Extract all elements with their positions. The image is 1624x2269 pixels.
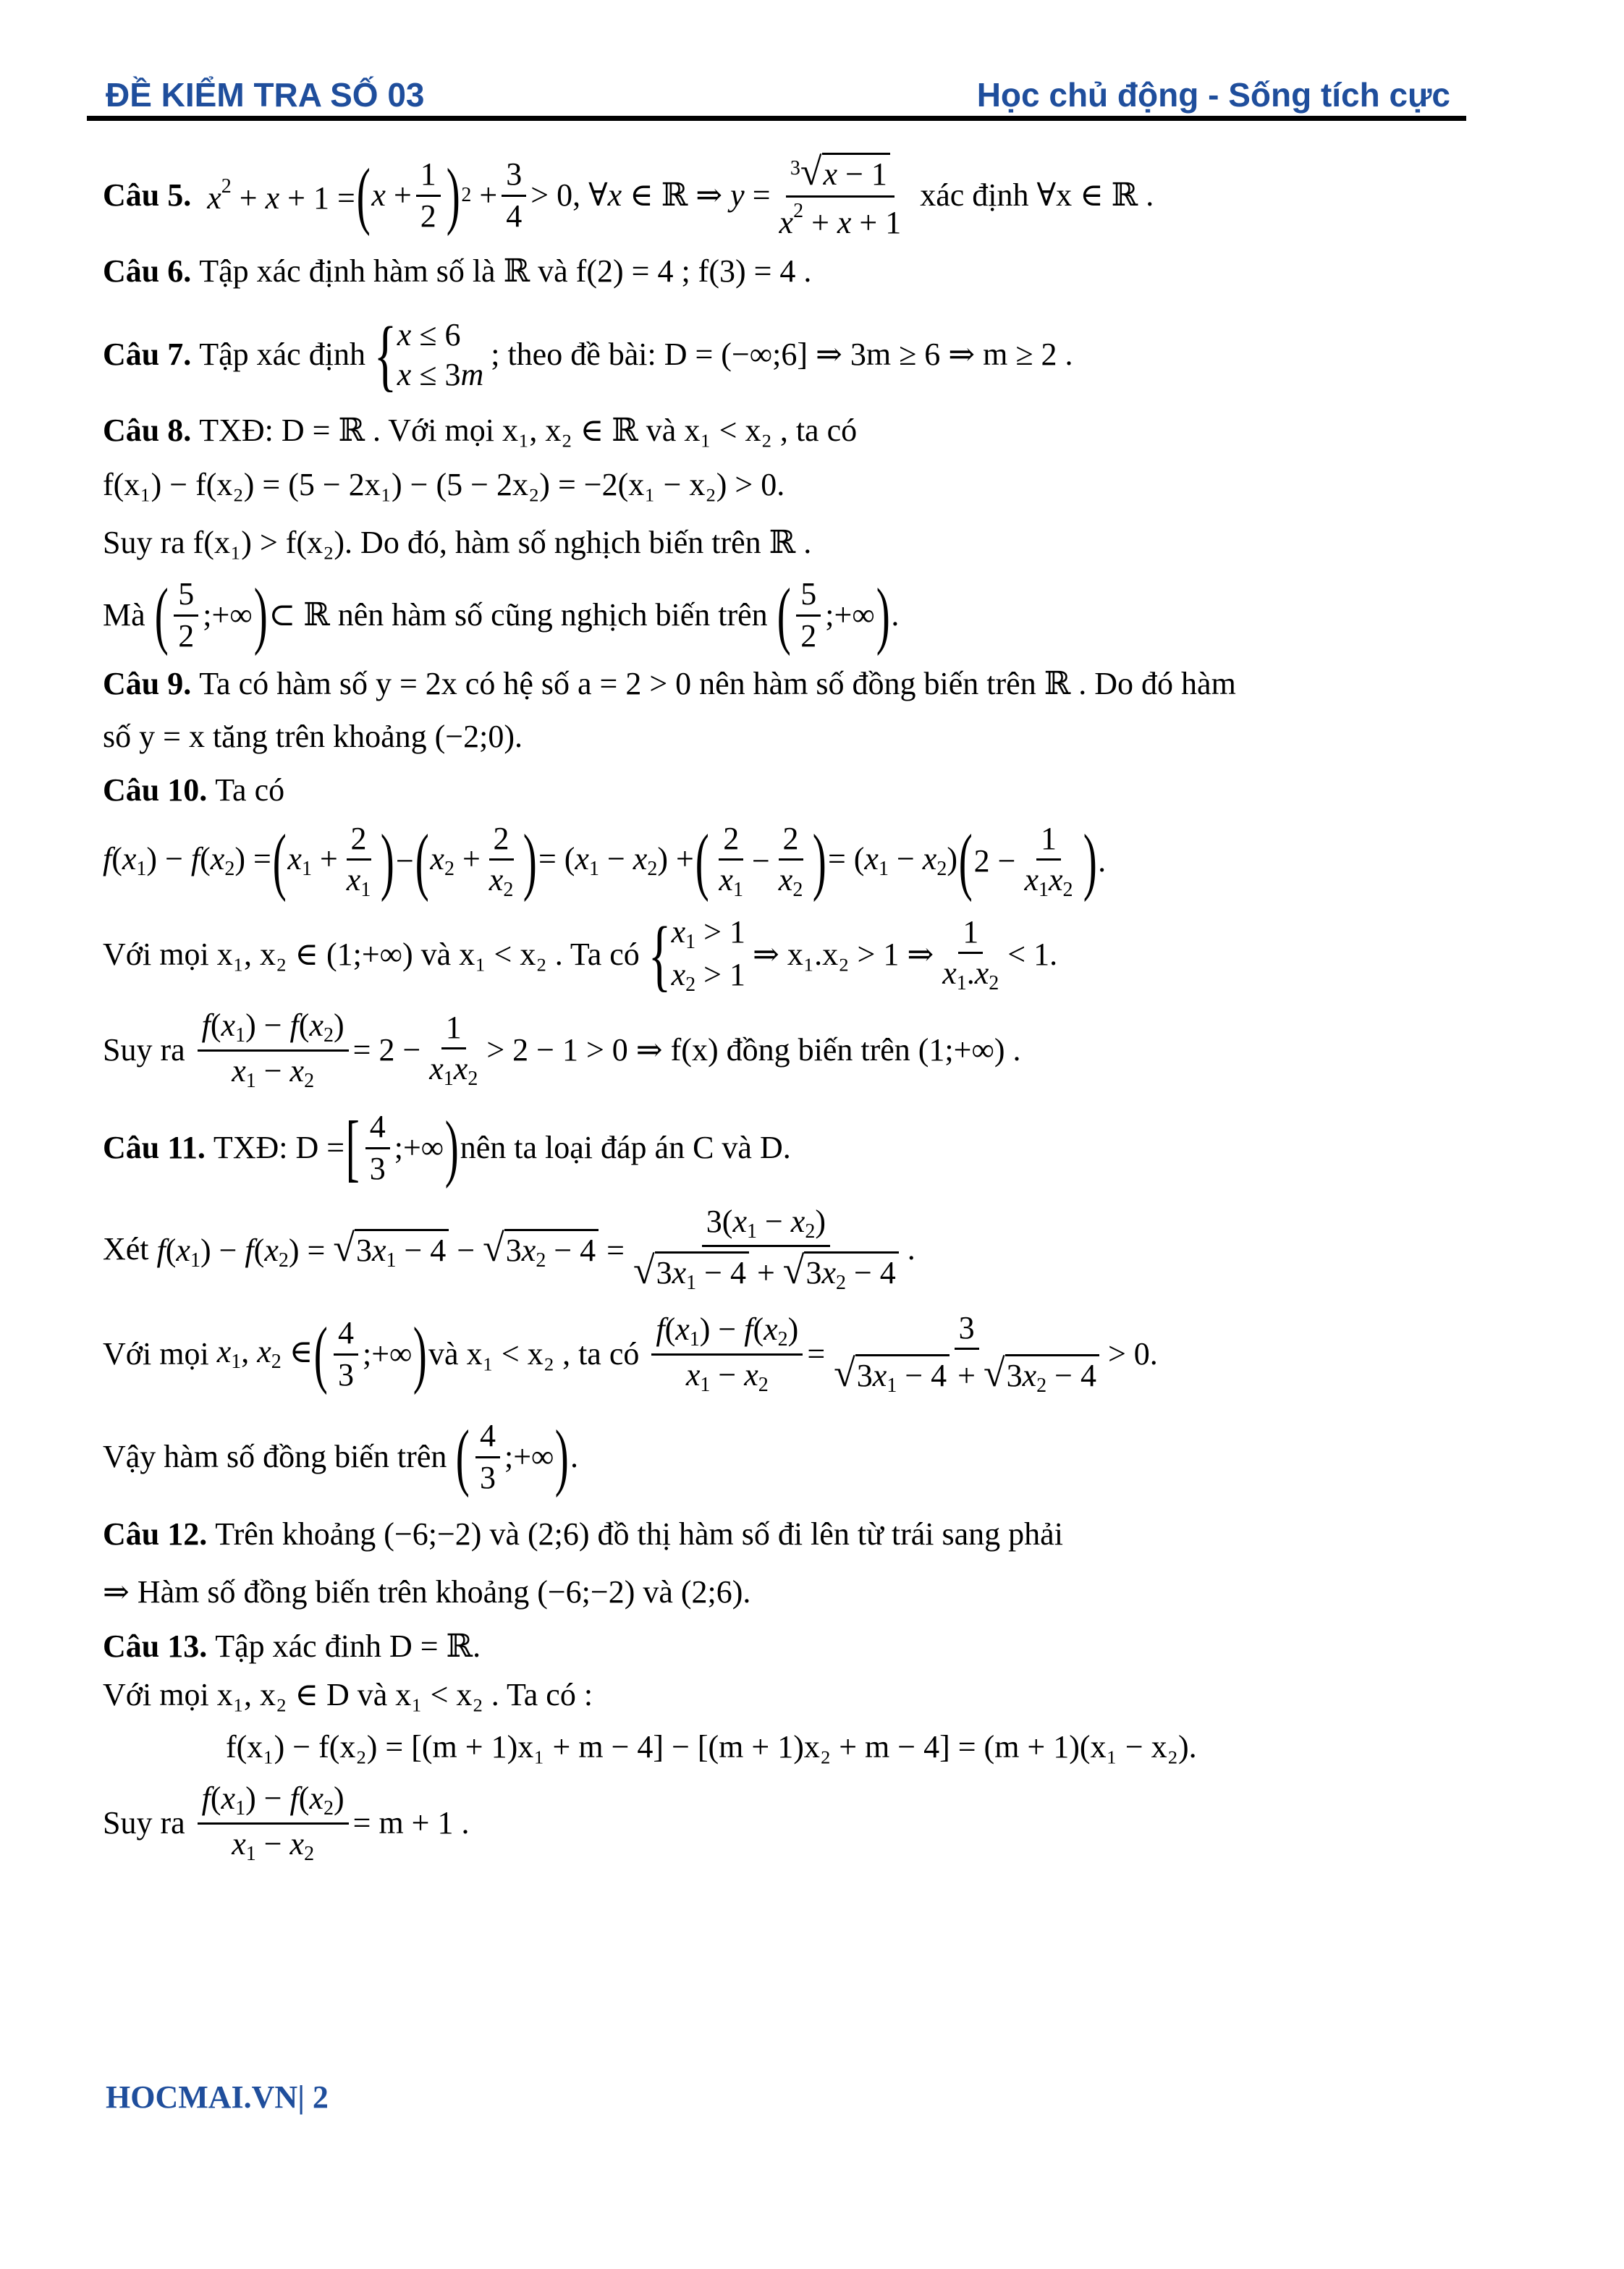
q8-text4b: ⊂ ℝ nên hàm số cũng nghịch biến trên [268,597,768,633]
paren-left-icon: ( [356,153,371,237]
q11-text2a: Xét [103,1231,149,1267]
q10-line1 [103,764,1456,816]
q13-line4: Suy ra $\frac{f(x_1) - f(x_2)}{x_1 - x_2}$ = m + 1 . [103,1780,470,1865]
q13-label: Câu 13. [103,1628,208,1664]
q12-text2: ⇒ Hàm số đồng biến trên khoảng (−6;−2) và (2;6). [103,1574,751,1610]
q11-text4a: Vậy hàm số đồng biến trên [103,1439,447,1474]
q6-body: Tập xác định hàm số là ℝ và f(2) = 4 ; f(3) = 4 . [199,253,812,289]
q10-text1: Ta có [215,772,285,808]
solutions-body [103,152,1456,1870]
q8-line4: Mà ( $\frac{5}{2}$ ;+∞ ) ⊂ ℝ nên hàm số cũng nghịch biến trên ( $\frac{5}{2}$ ;+∞ ) . [103,573,900,657]
paren-right-icon: ) [446,153,460,237]
q11-line4: Vậy hàm số đồng biến trên ( $\frac{4}{3}$ ;+∞ ) . [103,1415,579,1499]
q12-line2 [103,1563,1456,1621]
q11-text3b: và x₁ < x₂ , ta có [428,1336,640,1372]
q10-text3a: Với mọi x₁, x₂ ∈ (1;+∞) và x₁ < x₂ . Ta có [103,937,640,972]
q13-text4b: = m + 1 . [352,1805,470,1841]
q7-tail: ; theo đề bài: D = (−∞;6] ⇒ 3m ≥ 6 ⇒ m ≥ 2 . [491,337,1073,372]
brace-icon: { [373,310,397,399]
q5-line: Câu 5. $x^2 + x + 1$ = ( x + $\frac{1}{2}$ ) 2 + $\frac{3}{4}$ > 0, ∀x ∈ ℝ ⇒ y = $\frac{^3√x - 1}{x^2 + x + 1}$ xác định ∀x ∈ ℝ . [103,150,1154,240]
q8-line2 [103,456,1456,514]
q13-text2: Với mọi x₁, x₂ ∈ D và x₁ < x₂ . Ta có : [103,1677,593,1712]
q10-text4b: > 2 − 1 > 0 ⇒ f(x) đồng biến trên (1;+∞) . [486,1032,1021,1068]
q13-text3: f(x₁) − f(x₂) = [(m + 1)x₁ + m − 4] − [(m + 1)x₂ + m − 4] = (m + 1)(x₁ − x₂). [226,1729,1197,1765]
q11-line3: Với mọi $x_1$, $x_2$ ∈ ( $\frac{4}{3}$ ;+∞ ) và x₁ < x₂ , ta có $\frac{f(x_1) - f(x_2)}{x_1 - x_2}$ = $\frac{3}{√3x_1 - 4 + √3x_2 - 4}$ > 0. [103,1310,1158,1398]
q11-line1: Câu 11. TXĐ: D = [ $\frac{4}{3}$ ;+∞ ) nên ta loại đáp án C và D. [103,1106,791,1190]
header-slogan: Học chủ động - Sống tích cực [976,76,1450,114]
q8-text4a: Mà [103,597,145,633]
q8-line1 [103,405,1456,456]
q10-line4: Suy ra $\frac{f(x_1) - f(x_2)}{x_1 - x_2}$ = 2 − $\frac{1}{x_1x_2}$ > 2 − 1 > 0 ⇒ f(x) đồng biến trên (1;+∞) . [103,1007,1021,1092]
q12-line1 [103,1505,1456,1563]
q11-label: Câu 11. [103,1130,206,1165]
q5-math: $x^2 + x + 1$ = [207,175,355,216]
header-divider [87,116,1466,121]
q8-line3 [103,514,1456,572]
q7-label: Câu 7. [103,337,192,372]
q11-text1a: TXĐ: D = [213,1130,345,1165]
q5-label: Câu 5. [103,177,192,213]
q12-label: Câu 12. [103,1516,208,1552]
q13-text1: Tập xác đinh D = ℝ. [215,1628,481,1664]
q13-line3 [103,1718,1456,1776]
q5-tail: xác định ∀x ∈ ℝ . [920,177,1154,213]
q11-line2: Xét $f(x_1) - f(x_2) = √3x_1 - 4 - √3x_2 - 4$ = $\frac{3(x_1 - x_2)}{√3x_1 - 4 + √3x_2 - 4}$ . [103,1203,915,1294]
q13-line2 [103,1672,1456,1718]
page-footer: HOCMAI.VN| 2 [106,2079,329,2115]
q10-text4a: Suy ra [103,1032,185,1068]
q9-label: Câu 9. [103,666,192,701]
q10-line3: Với mọi x₁, x₂ ∈ (1;+∞) và x₁ < x₂ . Ta có { $x_1 > 1$ $x_2 > 1$ ⇒ x₁.x₂ > 1 ⇒ $\frac{1}{x_1.x_2}$ < 1. [103,910,1058,999]
q11-text3a: Với mọi [103,1336,209,1372]
q9-line1 [103,659,1456,709]
q9-text2: số y = x tăng trên khoảng (−2;0). [103,719,523,754]
q8-text3: Suy ra f(x₁) > f(x₂). Do đó, hàm số nghịch biến trên ℝ . [103,525,812,560]
q8-text2: f(x₁) − f(x₂) = (5 − 2x₁) − (5 − 2x₂) = −2(x₁ − x₂) > 0. [103,467,785,502]
q9-text1: Ta có hàm số y = 2x có hệ số a = 2 > 0 nên hàm số đồng biến trên ℝ . Do đó hàm [199,666,1236,701]
q10-label: Câu 10. [103,772,208,808]
q8-label: Câu 8. [103,413,192,448]
header-title: ĐỀ KIỂM TRA SỐ 03 [106,76,425,114]
q11-text1b: nên ta loại đáp án C và D. [460,1130,791,1165]
q13-line1 [103,1621,1456,1672]
q6-line [103,239,1456,304]
q10-text3b: ⇒ x₁.x₂ > 1 ⇒ [752,937,934,972]
q7-line: Câu 7. Tập xác định { x ≤ 6 x ≤ 3m ; theo đề bài: D = (−∞;6] ⇒ 3m ≥ 6 ⇒ m ≥ 2 . [103,310,1073,399]
q6-label: Câu 6. [103,253,192,289]
q12-text1: Trên khoảng (−6;−2) và (2;6) đồ thị hàm số đi lên từ trái sang phải [215,1516,1063,1552]
q7-lead: Tập xác định [199,337,365,372]
q13-text4a: Suy ra [103,1805,185,1841]
q8-text1: TXĐ: D = ℝ . Với mọi x₁, x₂ ∈ ℝ và x₁ < x₂ , ta có [199,413,858,448]
q10-line2: $f(x_1) - f(x_2)$ = ( $x_1$ + $\frac{2}{x_1}$ ) − ( $x_2$ + $\frac{2}{x_2}$ ) = $(x_1 - x_2)$ + ( $\frac{2}{x_1}$ − $\frac{2}{x_2}$ ) = $(x_1 - x_2)$ ( 2 − $\frac{1}{x_1x_2}$ ) . [103,819,1107,903]
q9-line2 [103,709,1456,764]
